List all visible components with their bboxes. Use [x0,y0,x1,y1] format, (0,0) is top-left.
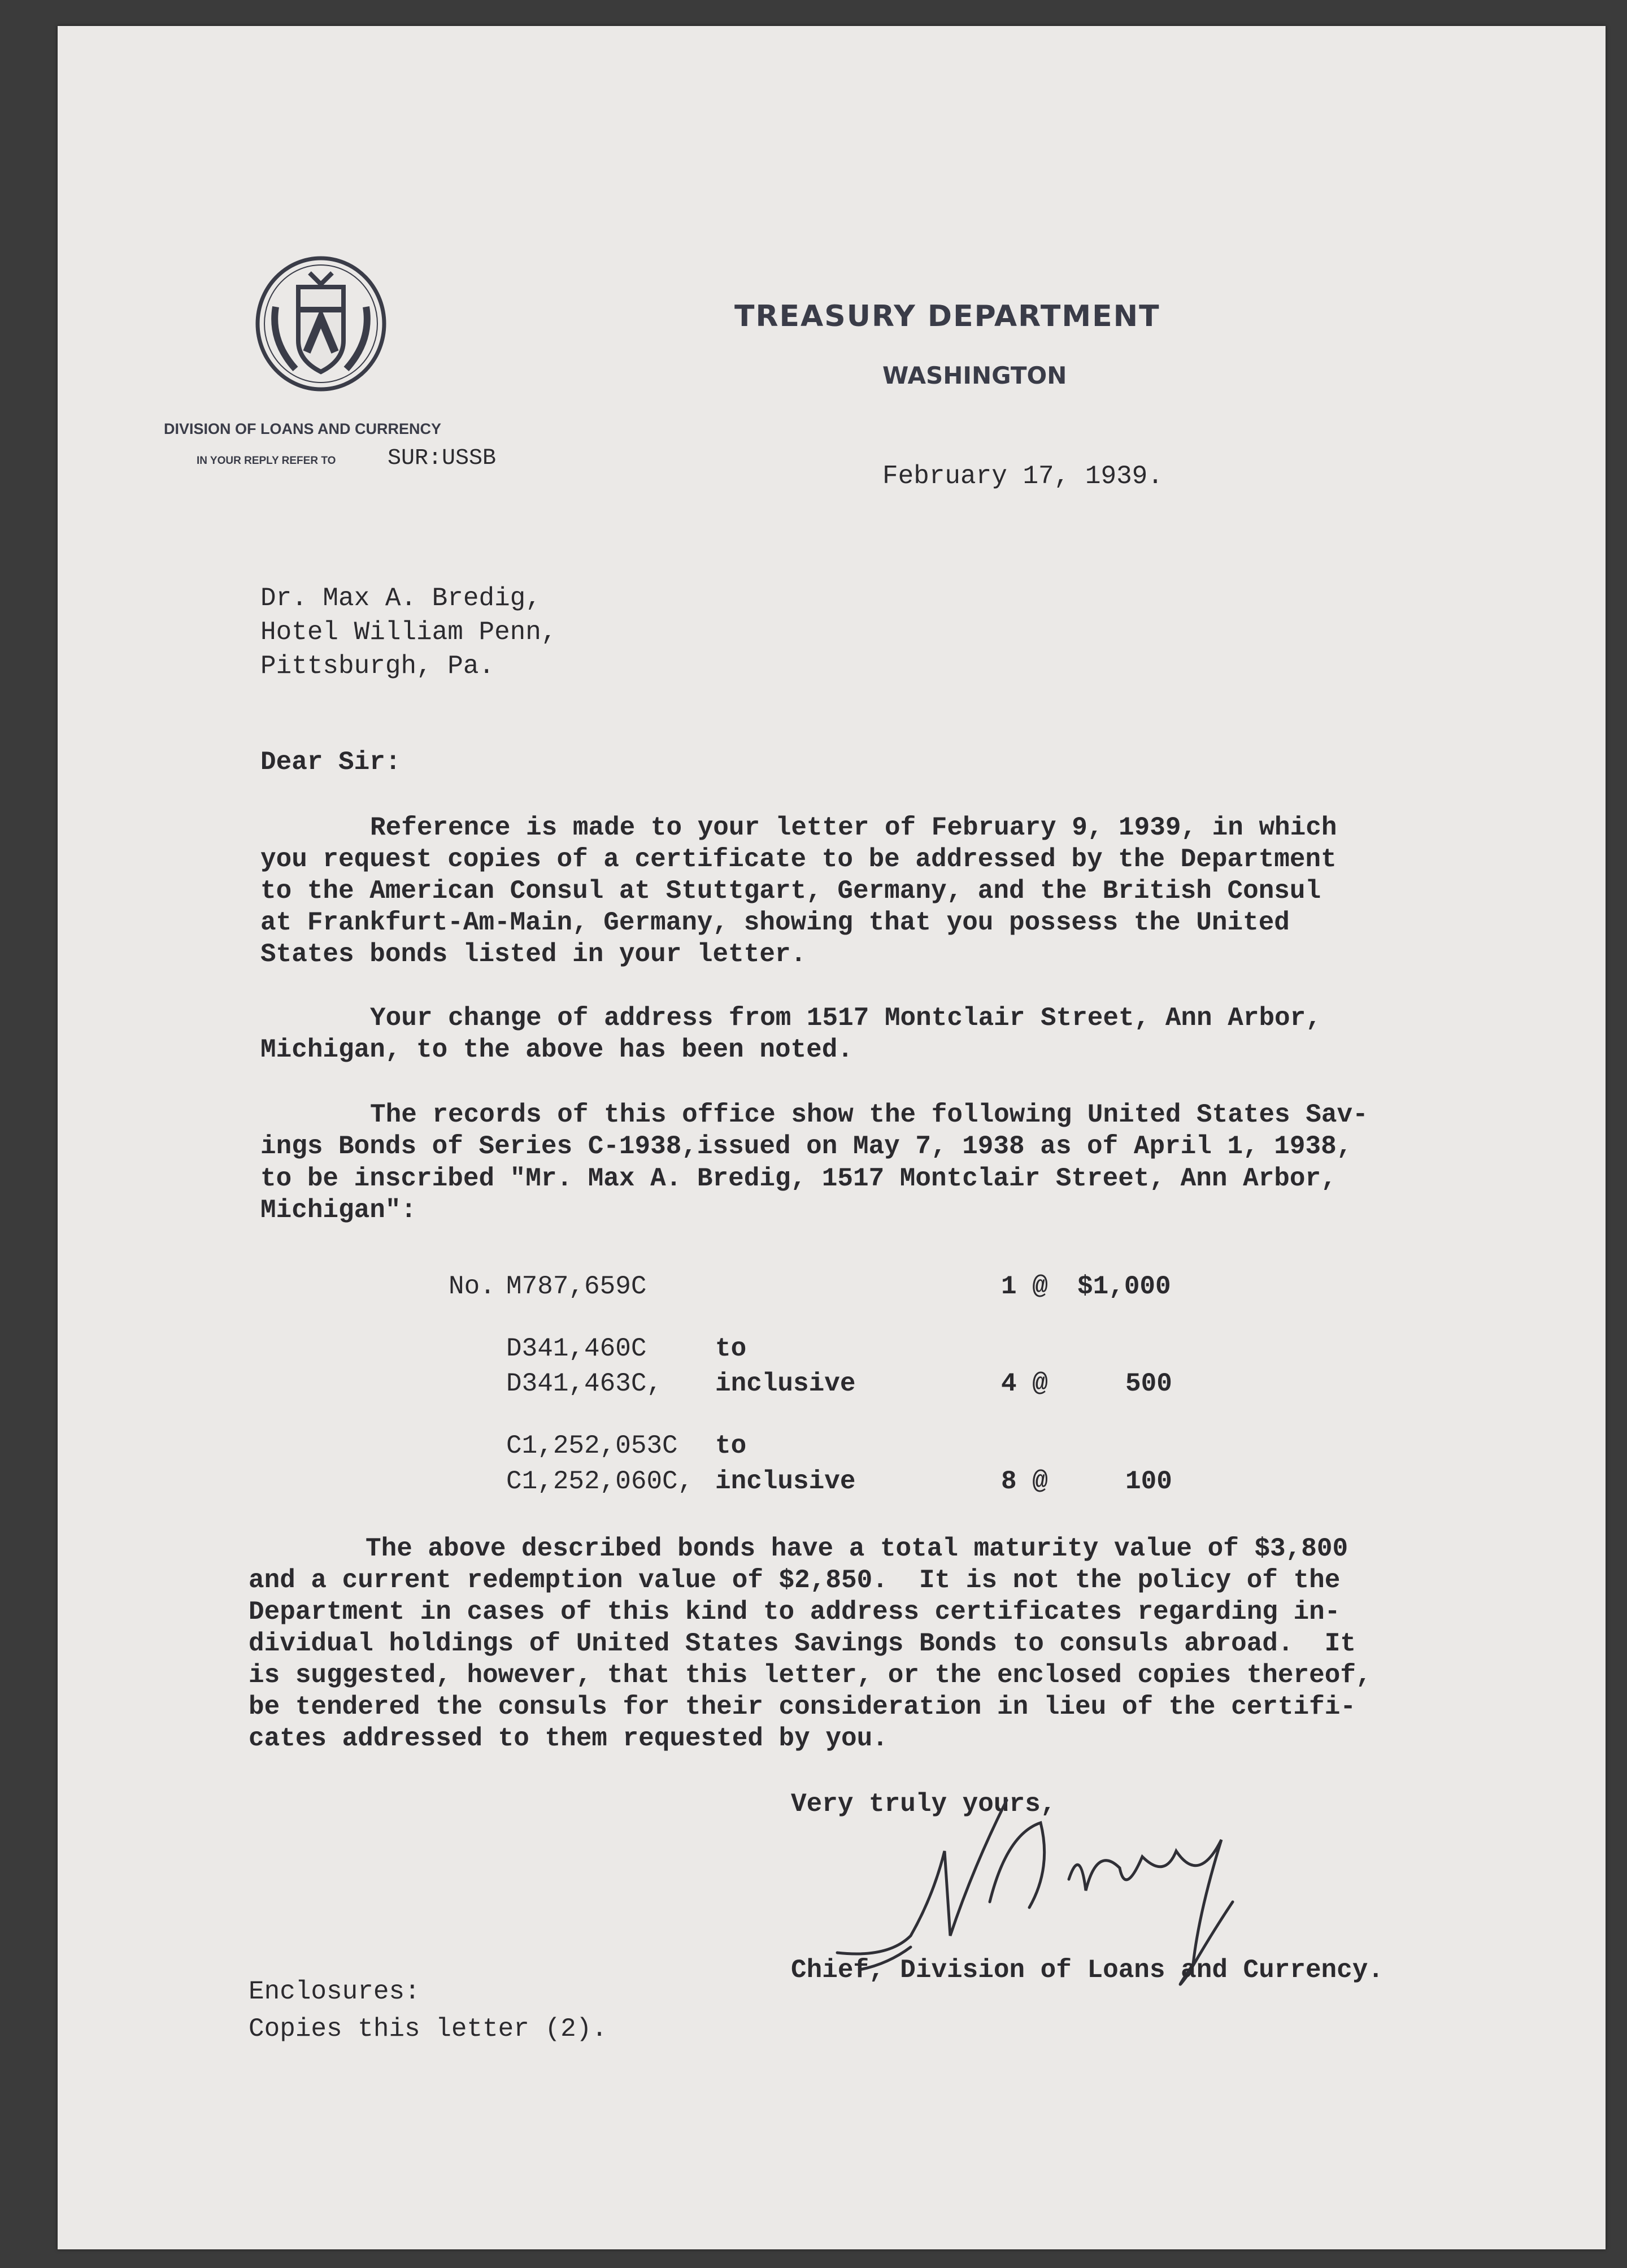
bond-quantity: 4 @ [1001,1369,1048,1398]
body-line: be tendered the consuls for their consideration in lieu of the certifi- [249,1692,1356,1722]
body-line: Your change of address from 1517 Montclair Street, Ann Arbor, [370,1003,1321,1033]
letterhead-city: WASHINGTON [882,362,1067,389]
bond-quantity: 1 @ [1001,1272,1048,1301]
body-line: The records of this office show the following United States Sav- [370,1100,1368,1129]
closing: Very truly yours, [791,1789,1056,1819]
body-line: to be inscribed "Mr. Max A. Bredig, 1517 Montclair Street, Ann Arbor, [260,1164,1337,1193]
bond-amount: 100 [1125,1467,1172,1496]
treasury-seal-icon [253,256,389,392]
salutation: Dear Sir: [260,748,401,777]
body-line: Michigan": [260,1196,417,1225]
body-line: Reference is made to your letter of February 9, 1939, in which [370,813,1337,842]
letter-date: February 17, 1939. [882,462,1163,491]
body-line: and a current redemption value of $2,850. It is not the policy of the [249,1566,1341,1595]
body-line: cates addressed to them requested by you. [249,1724,888,1753]
bond-serial: D341,463C, [506,1369,663,1398]
body-line: to the American Consul at Stuttgart, Germany, and the British Consul [260,876,1321,906]
letterhead-title: TREASURY DEPARTMENT [734,299,1160,333]
recipient-line: Dr. Max A. Bredig, [260,584,541,613]
division-name: DIVISION OF LOANS AND CURRENCY [164,420,442,437]
recipient-line: Pittsburgh, Pa. [260,651,495,681]
recipient-line: Hotel William Penn, [260,618,557,647]
bond-inclusive: inclusive [715,1467,856,1496]
body-line: dividual holdings of United States Savings Bonds to consuls abroad. It [249,1629,1356,1658]
body-line: you request copies of a certificate to be addressed by the Department [260,845,1337,874]
body-line: is suggested, however, that this letter, or the enclosed copies thereof, [249,1661,1372,1690]
enclosures-label: Enclosures: [249,1977,420,2006]
bond-prefix: No. [449,1272,495,1301]
bond-serial: D341,460C [506,1334,647,1363]
body-line: Michigan, to the above has been noted. [260,1035,853,1065]
handwritten-signature [803,1766,1368,2060]
body-line: Department in cases of this kind to address certificates regarding in- [249,1597,1341,1627]
bond-to-label: to [715,1431,747,1461]
bond-serial: M787,659C [506,1272,647,1301]
enclosures-list: Copies this letter (2). [249,2014,607,2044]
reply-label: IN YOUR REPLY REFER TO [197,455,336,467]
signature-title: Chief, Division of Loans and Currency. [791,1956,1384,1985]
body-line: The above described bonds have a total maturity value of $3,800 [366,1534,1348,1563]
body-line: at Frankfurt-Am-Main, Germany, showing that you possess the United [260,908,1290,937]
letter-page [58,26,1606,2249]
bond-to-label: to [715,1334,747,1363]
bond-inclusive: inclusive [715,1369,856,1398]
reply-code: SUR:USSB [388,446,497,471]
body-line: ings Bonds of Series C-1938,issued on May 7, 1938 as of April 1, 1938, [260,1132,1352,1161]
body-line: States bonds listed in your letter. [260,940,807,969]
bond-amount: 500 [1125,1369,1172,1398]
bond-quantity: 8 @ [1001,1467,1048,1496]
bond-serial: C1,252,060C, [506,1467,694,1496]
bond-amount: $1,000 [1077,1272,1171,1301]
bond-serial: C1,252,053C [506,1431,678,1461]
